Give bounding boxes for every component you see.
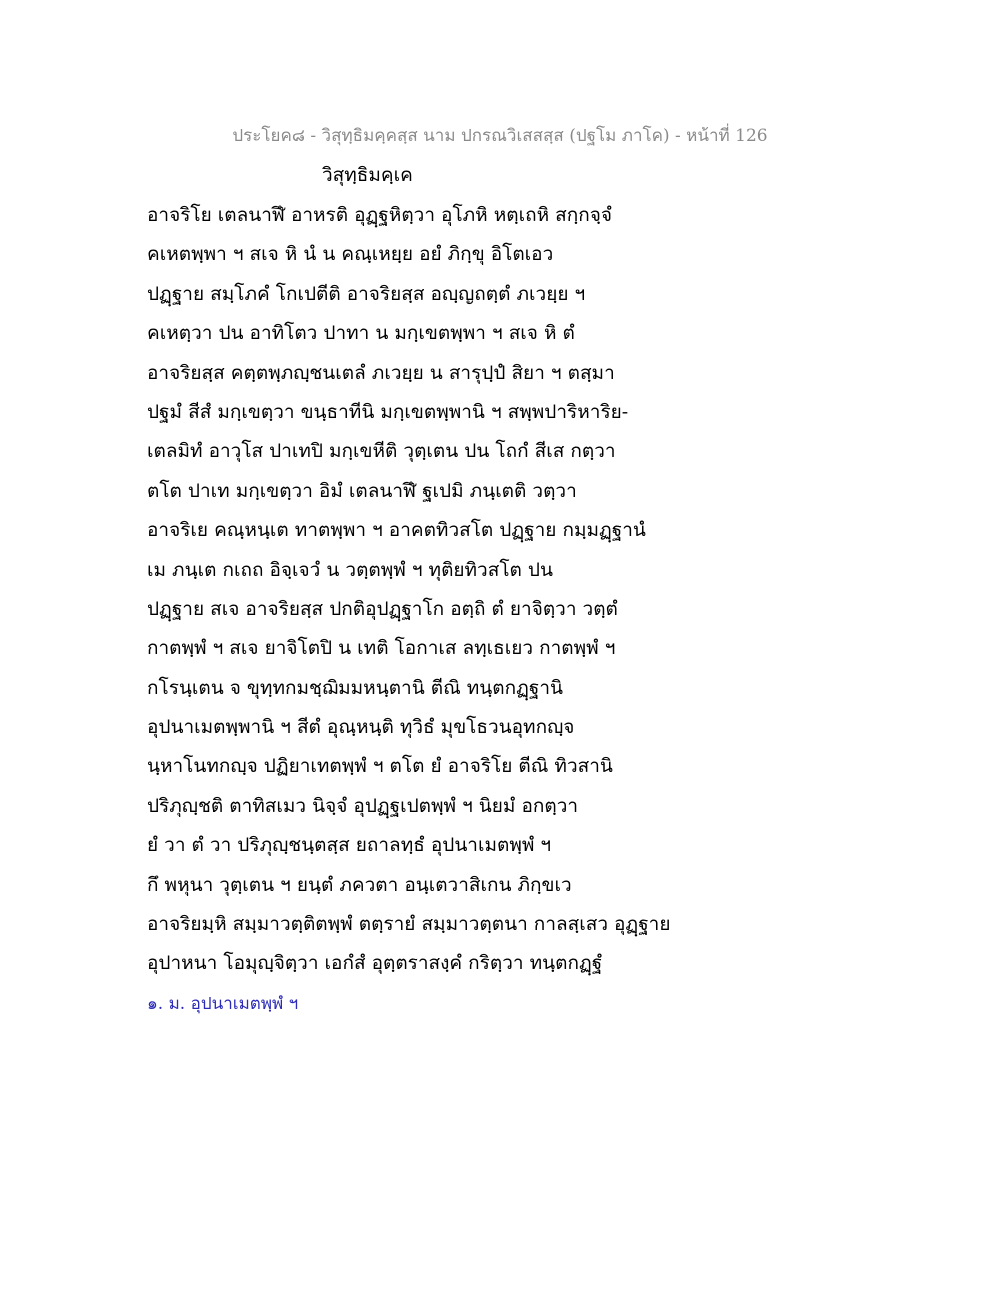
text-line: คเหตฺวา ปน อาทิโตว ปาทา น มกฺเขตพฺพา ฯ สเจ หิ ตํ [147,322,575,345]
text-line: อาจริโย เตลนาฬึ อาหรติ อุฏฺฐหิตฺวา อุโภหิ หตฺเถหิ สกฺกจฺจํ [147,204,613,226]
text-line: นฺหาโนทกญฺจ ปฏิยาเทตพฺพํ ฯ ตโต ยํ อาจริโย ตีณิ ทิวสานิ [147,755,613,778]
section-title: วิสุทฺธิมคฺเค [322,164,413,186]
text-line: เม ภนฺเต กเถถ อิจฺเจวํ น วตฺตพฺพํ ฯ ทุติยทิวสโต ปน [147,558,553,581]
running-header: ประโยค๘ - วิสุทฺธิมคฺคสฺส นาม ปกรณวิเสสสฺส (ปฐโม ภาโค) - หน้าที่ 126 [232,126,768,146]
text-line: คเหตพฺพา ฯ สเจ หิ นํ น คณฺเหยฺย อยํ ภิกฺขุ อิโตเอว [147,243,554,266]
text-line: เตลมิทํ อาวุโส ปาเทปิ มกฺเขหีติ วุตฺเตน ปน โถกํ สีเส กตฺวา [147,440,616,463]
text-line: อาจริเย คณฺหนฺเต ทาตพฺพา ฯ อาคตทิวสโต ปฏฺฐาย กมฺมฏฺฐานํ [147,519,646,542]
text-line: อุปาหนา โอมุญฺจิตฺวา เอกํสํ อุตฺตราสงฺคํ กริตฺวา ทนฺตกฏฺฐํ [147,952,603,975]
text-line: อาจริยสฺส คตฺตพฺภญฺชนเตลํ ภเวยฺย น สารุปฺปํ สิยา ฯ ตสฺมา [147,361,615,384]
text-line: อุปนาเมตพฺพานิ ฯ สีตํ อุณฺหนฺติ ทุวิธํ มุขโธวนอุทกญฺจ [147,716,575,739]
text-line: กาตพฺพํ ฯ สเจ ยาจิโตปิ น เทติ โอกาเส ลทฺเธเยว กาตพฺพํ ฯ [147,637,616,660]
text-line: อาจริยมฺหิ สมฺมาวตฺติตพฺพํ ตตฺรายํ สมฺมาวตฺตนา กาลสฺเสว อุฏฺฐาย [147,913,671,936]
text-line: ยํ วา ตํ วา ปริภุญฺชนฺตสฺส ยถาลทฺธํ อุปนาเมตพฺพํ ฯ [147,834,552,857]
text-line: กึ พหุนา วุตฺเตน ฯ ยนฺตํ ภควตา อนฺเตวาสิเกน ภิกฺขเว [147,873,572,896]
text-line: ปฐมํ สีสํ มกฺเขตฺวา ขนฺธาทีนิ มกฺเขตพฺพานิ ฯ สพฺพปาริหาริย- [147,400,629,423]
text-line: ตโต ปาเท มกฺเขตฺวา อิมํ เตลนาฬึ ฐเปมิ ภนฺเตติ วตฺวา [147,479,577,502]
text-line: ปริภุญฺชติ ตาทิสเมว นิจฺจํ อุปฏฺฐเปตพฺพํ ฯ นิยมํ อกตฺวา [147,794,579,817]
body-text [147,198,670,986]
text-line: กโรนฺเตน จ ขุทฺทกมชฺฌิมมหนฺตานิ ตีณิ ทนฺตกฏฺฐานิ [147,676,563,699]
text-line: ปฏฺฐาย สเจ อาจริยสฺส ปกติอุปฏฺฐาโก อตฺถิ ตํ ยาจิตฺวา วตฺตํ [147,597,618,620]
footnote: ๑. ม. อุปนาเมตพฺพํ ฯ [147,994,299,1014]
text-line: ปฏฺฐาย สมฺโภคํ โกเปตีติ อาจริยสฺส อญฺญถตฺตํ ภเวยฺย ฯ [147,282,586,305]
